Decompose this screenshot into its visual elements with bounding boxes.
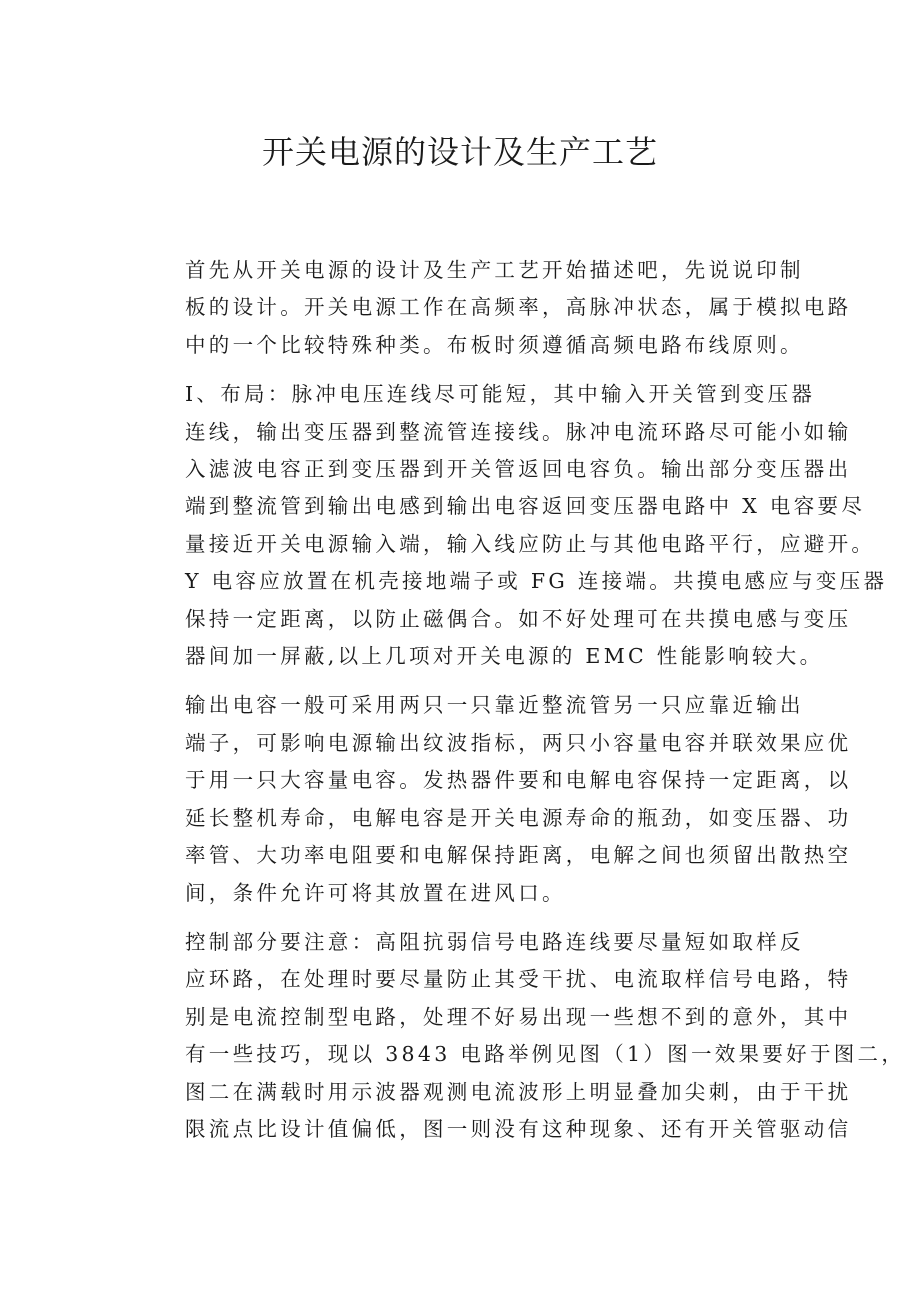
text-line: 有一些技巧，现以 3843 电路举例见图（1）图一效果要好于图二，	[185, 1042, 906, 1067]
text-line: 于用一只大容量电容。发热器件要和电解电容保持一定距离，以	[185, 768, 852, 793]
document-body	[135, 252, 906, 1160]
text-line: 量接近开关电源输入端，输入线应防止与其他电路平行，应避开。	[185, 531, 876, 556]
text-line: 别是电流控制型电路，处理不好易出现一些想不到的意外，其中	[185, 1004, 852, 1029]
text-line: 中的一个比较特殊种类。布板时须遵循高频电路布线原则。	[185, 332, 804, 357]
text-line: 首先从开关电源的设计及生产工艺开始描述吧，先说说印制	[185, 258, 804, 282]
text-line: 延长整机寿命，电解电容是开关电源寿命的瓶劲，如变压器、功	[185, 805, 852, 830]
text-line: 限流点比设计值偏低，图一则没有这种现象、还有开关管驱动信	[185, 1116, 852, 1141]
text-line: 入滤波电容正到变压器到开关管返回电容负。输出部分变压器出	[185, 457, 852, 482]
text-line: 端到整流管到输出电感到输出电容返回变压器电路中 X 电容要尽	[185, 494, 866, 519]
text-line: 率管、大功率电阻要和电解保持距离，电解之间也须留出散热空	[185, 843, 852, 868]
text-line: 端子，可影响电源输出纹波指标，两只小容量电容并联效果应优	[185, 730, 852, 755]
text-line: 板的设计。开关电源工作在高频率，高脉冲状态，属于模拟电路	[185, 295, 852, 320]
text-line: 控制部分要注意：高阻抗弱信号电路连线要尽量短如取样反	[185, 929, 804, 954]
paragraph-control-section	[135, 924, 906, 1148]
text-line: 器间加一屏蔽,以上几项对开关电源的 EMC 性能影响较大。	[185, 644, 824, 669]
text-line: 间，条件允许可将其放置在进风口。	[185, 880, 566, 905]
document-title: 开关电源的设计及生产工艺	[261, 133, 658, 171]
paragraph-output-capacitor	[135, 687, 852, 911]
text-line: 连线，输出变压器到整流管连接线。脉冲电流环路尽可能小如输	[185, 419, 852, 444]
text-line: 保持一定距离，以防止磁偶合。如不好处理可在共摸电感与变压	[185, 606, 852, 631]
text-line: 应环路，在处理时要尽量防止其受干扰、电流取样信号电路，特	[185, 967, 852, 992]
text-line: 图二在满载时用示波器观测电流波形上明显叠加尖刺，由于干扰	[185, 1079, 852, 1104]
text-line: I、布局：脉冲电压连线尽可能短，其中输入开关管到变压器	[185, 382, 816, 407]
text-line: Y 电容应放置在机壳接地端子或 FG 连接端。共摸电感应与变压器	[185, 569, 888, 594]
paragraph-intro	[135, 252, 852, 364]
paragraph-layout	[135, 376, 888, 675]
text-line: 输出电容一般可采用两只一只靠近整流管另一只应靠近输出	[185, 693, 804, 718]
